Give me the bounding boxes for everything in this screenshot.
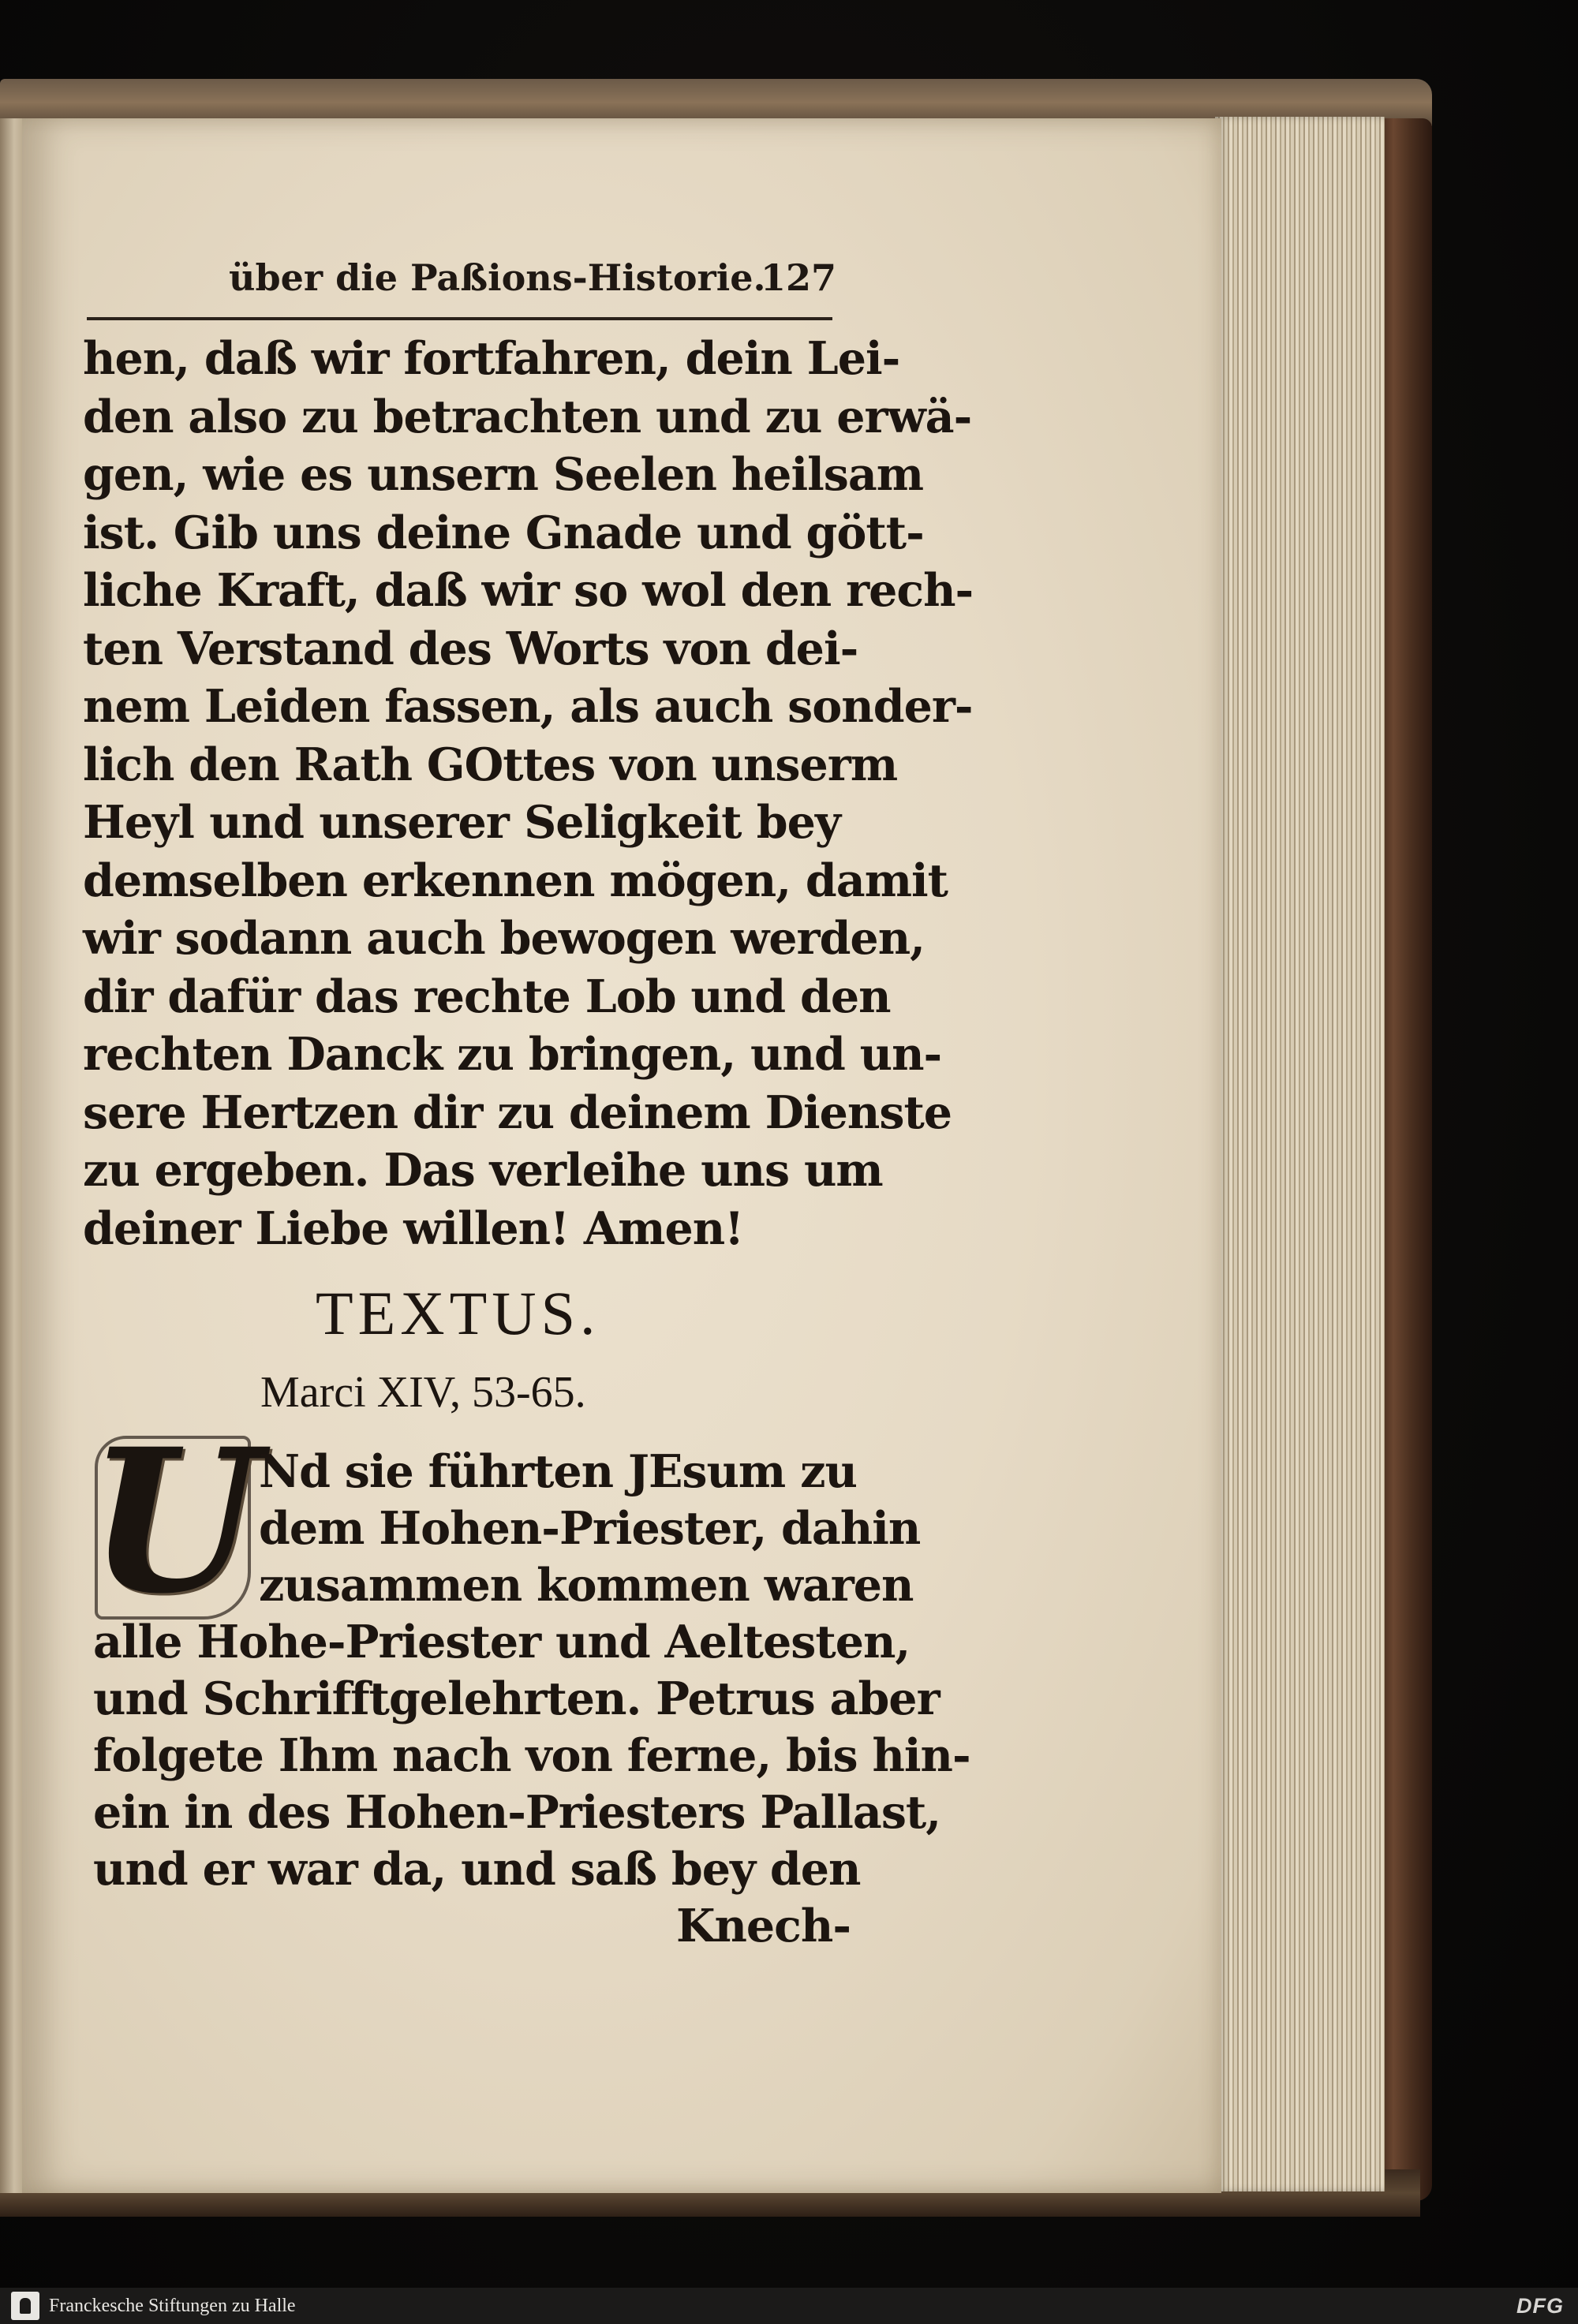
facing-page-sliver <box>0 118 24 2193</box>
head-rule-divider <box>87 317 832 320</box>
text-line: und Schrifftgelehrten. Petrus aber <box>93 1672 940 1725</box>
text-line: wir sodann auch bewogen werden, <box>83 912 925 965</box>
text-line: deiner Liebe willen! Amen! <box>83 1201 744 1255</box>
text-line: folgete Ihm nach von ferne, bis hin- <box>93 1729 970 1782</box>
scripture-reference: Marci XIV, 53-65. <box>260 1368 586 1417</box>
drop-cap-initial: U <box>88 1405 261 1637</box>
section-heading: TEXTUS. <box>316 1279 600 1347</box>
institution-logo-icon[interactable] <box>11 2292 39 2320</box>
dfg-logo-link[interactable]: DFG <box>1516 2294 1564 2318</box>
page-edges-stack <box>1215 117 1385 2191</box>
text-line: den also zu betrachten und zu erwä- <box>83 390 972 443</box>
text-line: zu ergeben. Das verleihe uns um <box>83 1144 883 1197</box>
text-line: rechten Danck zu bringen, und un- <box>83 1028 942 1081</box>
text-line: alle Hohe-Priester und Aeltesten, <box>93 1616 911 1668</box>
text-line: Heyl und unserer Seligkeit bey <box>83 796 840 849</box>
running-head <box>229 256 844 312</box>
text-line: Nd sie führten JEsum zu <box>259 1445 857 1498</box>
running-head-title: über die Paßions-Historie. <box>229 256 766 299</box>
text-line: sere Hertzen dir zu deinem Dienste <box>83 1085 952 1139</box>
text-line: liche Kraft, daß wir so wol den rech- <box>83 564 974 617</box>
text-line: dem Hohen-Priester, dahin <box>259 1502 921 1555</box>
text-line: ten Verstand des Worts von dei- <box>83 622 858 675</box>
text-line: demselben erkennen mögen, damit <box>83 854 948 907</box>
text-line: hen, daß wir fortfahren, dein Lei- <box>83 332 900 385</box>
text-line: ist. Gib uns deine Gnade und gött- <box>83 506 924 559</box>
text-line: dir dafür das rechte Lob und den <box>83 970 891 1023</box>
text-line: gen, wie es unsern Seelen heilsam <box>83 448 924 501</box>
text-line: und er war da, und saß bey den <box>93 1843 861 1896</box>
institution-name-link[interactable]: Franckesche Stiftungen zu Halle <box>49 2296 296 2316</box>
text-line: ein in des Hohen-Priesters Pallast, <box>93 1786 941 1839</box>
text-line: lich den Rath GOttes von unserm <box>83 738 898 791</box>
book-spine-edge <box>1377 118 1432 2201</box>
viewer-footer-bar <box>0 2288 1578 2324</box>
prayer-paragraph <box>83 330 974 1257</box>
text-line: nem Leiden fassen, als auch sonder- <box>83 680 973 733</box>
page-number: 127 <box>760 256 836 299</box>
catchword: Knech- <box>675 1900 851 1952</box>
text-line: zusammen kommen waren <box>259 1559 914 1612</box>
scripture-paragraph <box>93 1444 970 1955</box>
